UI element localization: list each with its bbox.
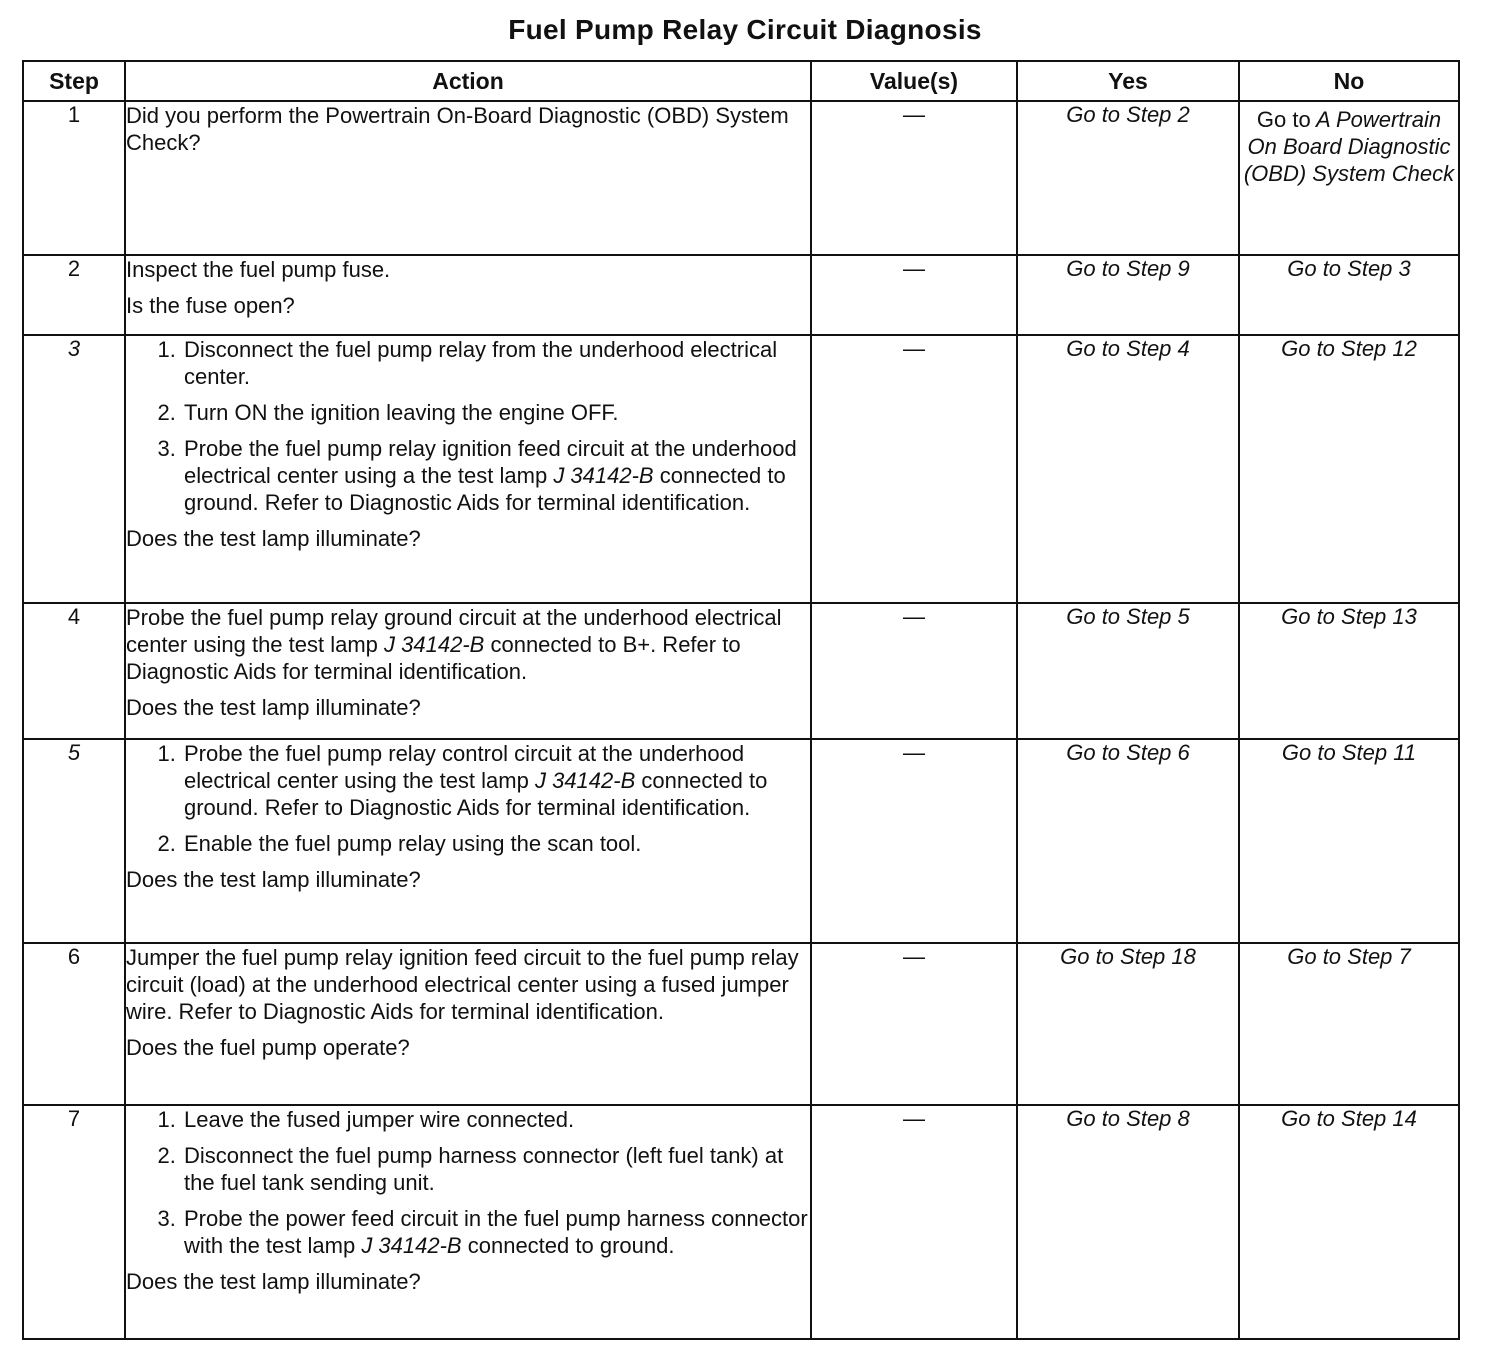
- list-item-text: Probe the fuel pump relay ignition feed circuit at the underhood electrical center using a the test lamp: [184, 436, 797, 488]
- step-number: 3: [23, 335, 125, 603]
- tool-reference: J 34142-B: [361, 1233, 462, 1258]
- value-cell: —: [811, 255, 1017, 335]
- step-number: 6: [23, 943, 125, 1105]
- no-cell: Go to Step 14: [1239, 1105, 1459, 1339]
- step-number: 7: [23, 1105, 125, 1339]
- action-steps-list: [126, 740, 810, 857]
- step-number: 2: [23, 255, 125, 335]
- yes-cell: Go to Step 4: [1017, 335, 1239, 603]
- value-cell: —: [811, 603, 1017, 739]
- list-item: 1. Disconnect the fuel pump relay from the underhood electrical center.: [182, 336, 810, 390]
- no-cell: Go to Step 12: [1239, 335, 1459, 603]
- action-question: Is the fuse open?: [126, 293, 295, 318]
- table-row-step-2: [23, 255, 1459, 335]
- yes-cell: Go to Step 18: [1017, 943, 1239, 1105]
- action-question: Does the test lamp illuminate?: [126, 867, 421, 892]
- list-item-text: Probe the power feed circuit in the fuel pump harness connector with the test lamp: [184, 1206, 808, 1258]
- no-cell: Go to Step 3: [1239, 255, 1459, 335]
- step-number: 5: [23, 739, 125, 943]
- no-cell: [1239, 101, 1459, 255]
- header-yes: Yes: [1017, 61, 1239, 101]
- value-cell: —: [811, 335, 1017, 603]
- yes-cell: Go to Step 6: [1017, 739, 1239, 943]
- page-title: Fuel Pump Relay Circuit Diagnosis: [508, 14, 982, 45]
- action-text: [126, 604, 810, 685]
- step-number: 1: [23, 101, 125, 255]
- action-cell: [125, 335, 811, 603]
- action-text-part: connected to B+. Refer to Diagnostic Aids for terminal identification.: [126, 632, 741, 684]
- list-item: 2. Turn ON the ignition leaving the engine OFF.: [182, 399, 810, 426]
- table-row-step-1: [23, 101, 1459, 255]
- header-values: Value(s): [811, 61, 1017, 101]
- action-text: Jumper the fuel pump relay ignition feed circuit to the fuel pump relay circuit (load) at the underhood electrical center using a fused jumper wire. Refer to Diagnostic Aids for terminal identification.: [126, 945, 799, 1024]
- yes-cell: Go to Step 5: [1017, 603, 1239, 739]
- action-question: Does the test lamp illuminate?: [126, 526, 421, 551]
- diagnosis-table: [22, 60, 1460, 1340]
- tool-reference: J 34142-B: [534, 768, 636, 793]
- list-item-text: Probe the fuel pump relay control circuit at the underhood electrical center using the test lamp: [184, 741, 745, 793]
- list-item: 2. Disconnect the fuel pump harness connector (left fuel tank) at the fuel tank sending unit.: [182, 1142, 810, 1196]
- action-cell: [125, 603, 811, 739]
- action-question: Does the test lamp illuminate?: [126, 695, 421, 720]
- no-link-text: A Powertrain On Board Diagnostic (OBD) System Check: [1243, 107, 1455, 186]
- action-text: Inspect the fuel pump fuse.: [126, 257, 391, 282]
- list-item-text: connected to ground.: [467, 1233, 675, 1258]
- table-row-step-4: [23, 603, 1459, 739]
- action-cell: [125, 943, 811, 1105]
- list-item: 1. Leave the fused jumper wire connected.: [182, 1106, 810, 1133]
- action-steps-list: [126, 1106, 810, 1259]
- action-question: Does the fuel pump operate?: [126, 1035, 410, 1060]
- yes-cell: Go to Step 2: [1017, 101, 1239, 255]
- no-cell: Go to Step 11: [1239, 739, 1459, 943]
- action-question: Does the test lamp illuminate?: [126, 1269, 421, 1294]
- yes-cell: Go to Step 8: [1017, 1105, 1239, 1339]
- action-cell: [125, 1105, 811, 1339]
- no-prefix: Go to: [1256, 107, 1311, 132]
- action-text-part: Probe the fuel pump relay ground circuit at the underhood electrical center using the test lamp: [126, 605, 782, 657]
- action-text: Did you perform the Powertrain On-Board Diagnostic (OBD) System Check?: [126, 103, 789, 155]
- action-cell: [125, 101, 811, 255]
- header-action: Action: [125, 61, 811, 101]
- tool-reference: J 34142-B: [553, 463, 654, 488]
- yes-cell: Go to Step 9: [1017, 255, 1239, 335]
- value-cell: —: [811, 1105, 1017, 1339]
- list-item: [182, 435, 810, 516]
- list-item-text: connected to ground. Refer to Diagnostic Aids for terminal identification.: [184, 463, 786, 515]
- list-item: [182, 740, 810, 821]
- action-steps-list: [126, 336, 810, 516]
- step-number: 4: [23, 603, 125, 739]
- table-row-step-6: [23, 943, 1459, 1105]
- action-cell: [125, 739, 811, 943]
- header-step: Step: [23, 61, 125, 101]
- no-cell: Go to Step 13: [1239, 603, 1459, 739]
- value-cell: —: [811, 101, 1017, 255]
- value-cell: —: [811, 739, 1017, 943]
- table-row-step-3: [23, 335, 1459, 603]
- action-cell: [125, 255, 811, 335]
- header-no: No: [1239, 61, 1459, 101]
- list-item: [182, 1205, 810, 1259]
- value-cell: —: [811, 943, 1017, 1105]
- table-row-step-7: [23, 1105, 1459, 1339]
- no-cell: Go to Step 7: [1239, 943, 1459, 1105]
- header-row: [23, 61, 1459, 101]
- table-row-step-5: [23, 739, 1459, 943]
- list-item-text: connected to ground. Refer to Diagnostic Aids for terminal identification.: [184, 768, 768, 820]
- tool-reference: J 34142-B: [384, 632, 485, 657]
- list-item: 2. Enable the fuel pump relay using the scan tool.: [182, 830, 810, 857]
